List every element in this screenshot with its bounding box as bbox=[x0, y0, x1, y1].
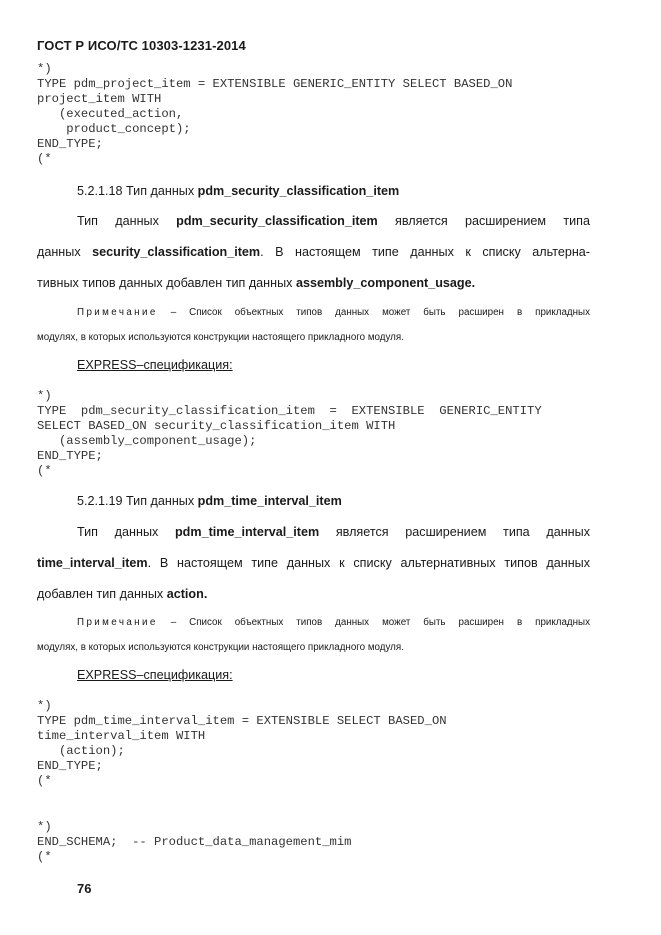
page-number: 76 bbox=[77, 881, 92, 896]
heading-prefix: 5.2.1.18 Тип данных bbox=[77, 184, 198, 198]
note-line: Примечание – Список объектных типов данных может быть расширен в прикладных bbox=[77, 617, 590, 628]
paragraph-line: time_interval_item. В настоящем типе данных к списку альтернативных типов данных bbox=[37, 556, 590, 570]
paragraph-line: Тип данных pdm_time_interval_item является расширением типа данных bbox=[77, 525, 590, 539]
express-spec-label: EXPRESS–спецификация: bbox=[77, 668, 233, 682]
code-block-end-schema: *) END_SCHEMA; -- Product_data_management_mim (* bbox=[37, 820, 352, 864]
code-block-pdm-security-classification-item: *) TYPE pdm_security_classification_item = EXTENSIBLE GENERIC_ENTITY SELECT BASED_ON security_classification_item WITH (assembly_component_usage); END_TYPE; (* bbox=[37, 389, 542, 478]
note-label: Примечание bbox=[77, 307, 158, 318]
heading-prefix: 5.2.1.19 Тип данных bbox=[77, 494, 198, 508]
note-line: модулях, в которых используются конструкции настоящего прикладного модуля. bbox=[37, 642, 404, 653]
section-heading-5-2-1-19 bbox=[77, 494, 342, 508]
section-heading-5-2-1-18 bbox=[77, 184, 399, 198]
note-line: модулях, в которых используются конструкции настоящего прикладного модуля. bbox=[37, 332, 404, 343]
express-spec-label: EXPRESS–спецификация: bbox=[77, 358, 233, 372]
heading-type-name: pdm_security_classification_item bbox=[197, 184, 400, 198]
document-header: ГОСТ Р ИСО/ТС 10303-1231-2014 bbox=[37, 38, 246, 53]
paragraph-line: данных security_classification_item. В настоящем типе данных к списку альтерна- bbox=[37, 245, 590, 259]
heading-type-name: pdm_time_interval_item bbox=[197, 494, 342, 508]
note-line: Примечание – Список объектных типов данных может быть расширен в прикладных bbox=[77, 307, 590, 318]
code-block-pdm-project-item: *) TYPE pdm_project_item = EXTENSIBLE GENERIC_ENTITY SELECT BASED_ON project_item WITH (executed_action, product_concept); END_TYPE; (* bbox=[37, 62, 513, 166]
paragraph-line: Тип данных pdm_security_classification_item является расширением типа bbox=[77, 214, 590, 228]
paragraph-line: добавлен тип данных action. bbox=[37, 587, 208, 601]
note-label: Примечание bbox=[77, 617, 158, 628]
code-block-pdm-time-interval-item: *) TYPE pdm_time_interval_item = EXTENSIBLE SELECT BASED_ON time_interval_item WITH (action); END_TYPE; (* bbox=[37, 699, 447, 788]
paragraph-line: тивных типов данных добавлен тип данных assembly_component_usage. bbox=[37, 276, 476, 290]
